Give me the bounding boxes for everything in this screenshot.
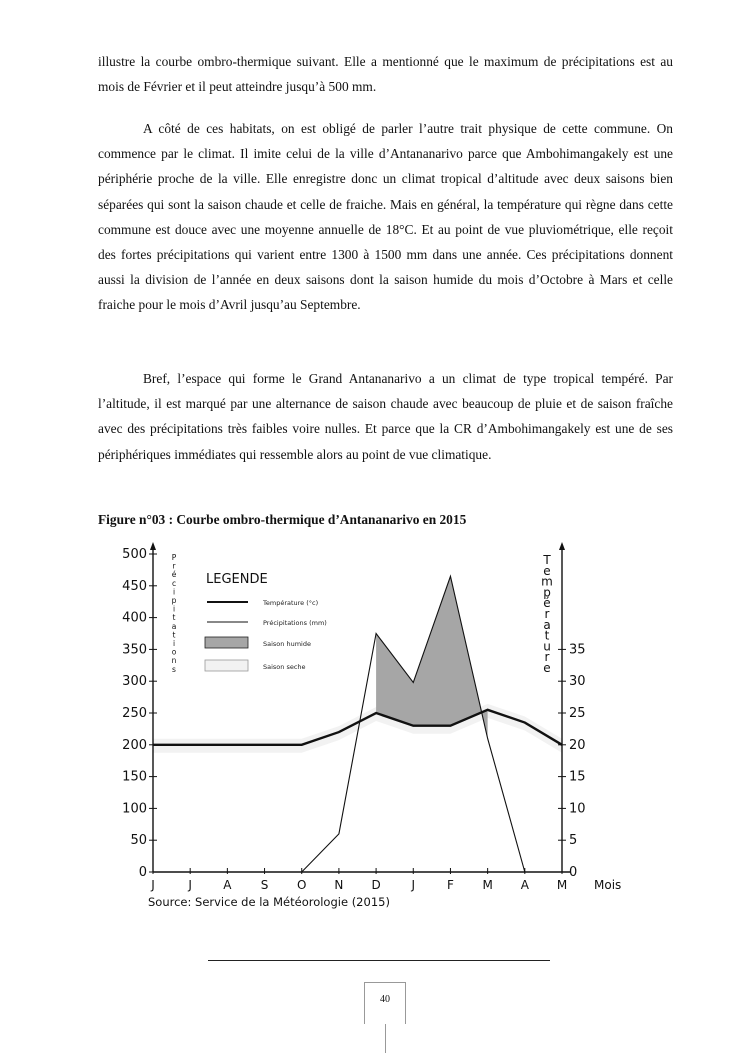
right-tick-label: 0 xyxy=(569,865,578,880)
legend-item-label: Saison humide xyxy=(263,640,311,648)
chart-source: Source: Service de la Météorologie (2015) xyxy=(148,895,390,909)
page-number: 40 xyxy=(364,982,406,1024)
footer-divider xyxy=(208,960,550,961)
right-tick-label: 35 xyxy=(569,642,586,658)
left-tick-label: 450 xyxy=(122,578,147,594)
right-tick-label: 25 xyxy=(569,706,586,721)
legend-title: LEGENDE xyxy=(206,572,268,587)
month-label: A xyxy=(223,878,232,892)
left-tick-label: 0 xyxy=(138,865,147,880)
left-axis-title: P r é c i p i t a t i o n s xyxy=(171,553,177,674)
month-label: S xyxy=(260,878,269,892)
left-tick-label: 400 xyxy=(122,610,147,626)
right-tick-label: 30 xyxy=(569,674,586,690)
figure-title: Figure n°03 : Courbe ombro-thermique d’Antananarivo en 2015 xyxy=(98,512,467,527)
x-axis-title: Mois xyxy=(594,878,622,892)
ombrothermic-chart xyxy=(122,540,670,920)
left-tick-label: 150 xyxy=(122,769,147,785)
paragraph-intro: illustre la courbe ombro-thermique suivant. Elle a mentionné que le maximum de précipitations est au mois de Février et il peut atteindre jusqu’à 500 mm. xyxy=(98,54,673,95)
right-axis-title: T e m p é r a t u r e xyxy=(541,553,553,675)
legend-swatch-dry xyxy=(205,660,248,671)
left-axis-arrow xyxy=(150,542,156,550)
legend-item-label: Précipitations (mm) xyxy=(263,619,327,627)
month-label: O xyxy=(297,878,307,892)
left-tick-label: 300 xyxy=(122,674,147,690)
left-tick-label: 350 xyxy=(122,642,147,658)
month-label: M xyxy=(482,878,493,892)
left-tick-label: 250 xyxy=(122,706,147,721)
right-tick-label: 10 xyxy=(569,801,586,817)
month-label: J xyxy=(411,878,416,892)
month-label: A xyxy=(520,878,529,892)
month-label: D xyxy=(371,878,381,892)
left-tick-label: 50 xyxy=(130,833,147,849)
paragraph-summary: Bref, l’espace qui forme le Grand Antananarivo a un climat de type tropical tempéré. Par l’altitude, il est marqué par une alternance de saison chaude avec beaucoup de pluie et de saison fraîche avec des précipitations très faibles voire nulles. Et parce que la CR d’Ambohimangakely est une de ses périphériques immédiates qui ressemble alors au point de vue climatique. xyxy=(98,371,673,462)
month-label: N xyxy=(334,878,344,892)
right-tick-label: 15 xyxy=(569,769,586,785)
legend-swatch-humid xyxy=(205,637,248,648)
legend-item-label: Température (°c) xyxy=(263,599,319,607)
right-axis-arrow xyxy=(559,542,565,550)
paragraph-climate: A côté de ces habitats, on est obligé de parler l’autre trait physique de cette commune. On commence par le climat. Il imite celui de la ville d’Antananarivo parce que Ambohimangakely est une périphérie proche de la ville. Elle enregistre donc un climat tropical d’altitude avec deux saisons bien séparées qui sont la saison chaude et celle de fraiche. Mais en général, la température qui règne dans cette commune est douce avec une moyenne annuelle de 18°C. Et au point de vue pluviométrique, elle reçoit des fortes précipitations qui varient entre 1300 à 1500 mm dans une année. Ces précipitations donnent aussi la division de l’année en deux saisons dont la saison humide du mois d’Octobre à Mars et celle fraiche pour le mois d’Avril jusqu’au Septembre. xyxy=(98,121,673,313)
month-label: J xyxy=(188,878,192,892)
right-tick-label: 5 xyxy=(569,833,578,849)
legend-item-label: Saison seche xyxy=(263,663,306,671)
humid-season-area xyxy=(376,576,488,738)
month-label: M xyxy=(556,878,568,892)
right-tick-label: 20 xyxy=(569,737,586,753)
left-tick-label: 200 xyxy=(122,737,147,753)
left-tick-label: 500 xyxy=(122,547,147,562)
month-label: F xyxy=(447,878,454,892)
page-number-stem xyxy=(385,1024,386,1053)
month-label: J xyxy=(151,878,155,892)
left-tick-label: 100 xyxy=(122,801,147,817)
